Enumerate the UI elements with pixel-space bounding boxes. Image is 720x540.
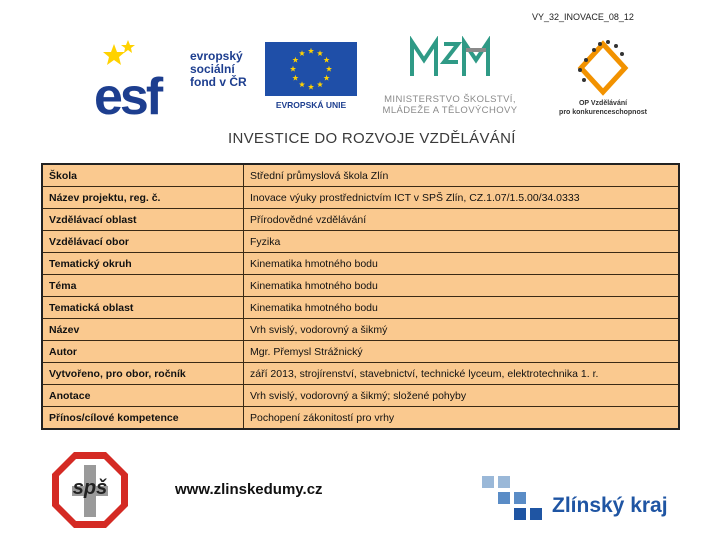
op-logo xyxy=(538,36,668,120)
row-value: Kinematika hmotného bodu xyxy=(244,275,680,297)
row-label: Autor xyxy=(42,341,244,363)
esf-logo xyxy=(94,38,256,120)
sps-emblem-icon xyxy=(50,450,130,530)
svg-text:spš: spš xyxy=(72,477,108,499)
table-row xyxy=(42,231,679,253)
eu-caption: EVROPSKÁ UNIE xyxy=(275,100,347,110)
zlin-region-mark-icon xyxy=(482,474,552,524)
row-label: Přínos/cílové kompetence xyxy=(42,407,244,430)
esf-line: evropský xyxy=(190,49,243,63)
row-value: Přírodovědné vzdělávání xyxy=(244,209,680,231)
eu-flag-icon xyxy=(263,40,359,98)
info-table-body xyxy=(42,164,679,429)
eu-logo xyxy=(263,40,359,114)
msmt-line: MLÁDEŽE A TĚLOVÝCHOVY xyxy=(382,105,518,116)
row-value: září 2013, strojírenství, stavebnictví, technické lyceum, elektrotechnika 1. r. xyxy=(244,363,680,385)
table-row xyxy=(42,363,679,385)
op-line: pro konkurenceschopnost xyxy=(559,109,647,116)
table-row xyxy=(42,164,679,187)
msmt-mark-icon xyxy=(368,36,532,94)
msmt-logo xyxy=(368,36,532,120)
row-label: Škola xyxy=(42,164,244,187)
row-label: Název xyxy=(42,319,244,341)
table-row xyxy=(42,319,679,341)
row-label: Název projektu, reg. č. xyxy=(42,187,244,209)
row-label: Vzdělávací oblast xyxy=(42,209,244,231)
row-value: Střední průmyslová škola Zlín xyxy=(244,164,680,187)
table-row xyxy=(42,297,679,319)
invest-title: INVESTICE DO ROZVOJE VZDĚLÁVÁNÍ xyxy=(228,130,516,147)
esf-text xyxy=(190,50,247,89)
row-value: Pochopení zákonitostí pro vrhy xyxy=(244,407,680,430)
op-caption xyxy=(538,99,668,117)
row-label: Tematický okruh xyxy=(42,253,244,275)
website-link[interactable]: www.zlinskedumy.cz xyxy=(175,481,323,498)
row-label: Anotace xyxy=(42,385,244,407)
table-row xyxy=(42,209,679,231)
esf-line: sociální xyxy=(190,62,235,76)
msmt-line: MINISTERSTVO ŠKOLSTVÍ, xyxy=(384,94,516,105)
sps-logo xyxy=(50,450,130,530)
op-line: OP Vzdělávání xyxy=(578,100,628,107)
row-label: Vytvořeno, pro obor, ročník xyxy=(42,363,244,385)
zlin-region-logo xyxy=(482,474,682,524)
row-value: Fyzika xyxy=(244,231,680,253)
row-value: Vrh svislý, vodorovný a šikmý xyxy=(244,319,680,341)
table-row xyxy=(42,187,679,209)
row-value: Mgr. Přemysl Strážnický xyxy=(244,341,680,363)
row-label: Téma xyxy=(42,275,244,297)
row-label: Tematická oblast xyxy=(42,297,244,319)
row-value: Inovace výuky prostřednictvím ICT v SPŠ Zlín, CZ.1.07/1.5.00/34.0333 xyxy=(244,187,680,209)
info-table xyxy=(41,163,680,430)
svg-text:esf: esf xyxy=(94,68,161,120)
document-code: VY_32_INOVACE_08_12 xyxy=(532,12,634,22)
row-value: Kinematika hmotného bodu xyxy=(244,253,680,275)
esf-line: fond v ČR xyxy=(190,75,247,89)
esf-mark-icon xyxy=(94,38,184,120)
row-value: Vrh svislý, vodorovný a šikmý; složené pohyby xyxy=(244,385,680,407)
row-value: Kinematika hmotného bodu xyxy=(244,297,680,319)
table-row xyxy=(42,341,679,363)
zlin-region-name: Zlínský kraj xyxy=(552,494,668,517)
op-mark-icon xyxy=(538,36,668,98)
msmt-caption xyxy=(368,94,532,116)
table-row xyxy=(42,253,679,275)
table-row xyxy=(42,385,679,407)
table-row xyxy=(42,407,679,430)
row-label: Vzdělávací obor xyxy=(42,231,244,253)
table-row xyxy=(42,275,679,297)
